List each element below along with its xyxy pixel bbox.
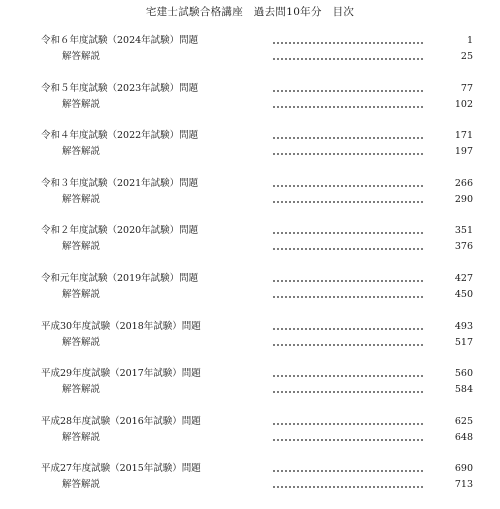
page-number: 517 <box>454 336 473 348</box>
toc-row-exam[interactable] <box>0 271 500 287</box>
page-number: 351 <box>454 225 473 237</box>
page-number: 171 <box>454 130 473 142</box>
toc-row-exam[interactable] <box>0 414 500 430</box>
exam-title: 平成29年度試験（2017年試験）問題 <box>41 368 201 380</box>
page-number: 290 <box>454 193 473 205</box>
answer-title: 解答解説 <box>62 241 101 253</box>
toc-row-answer[interactable] <box>0 144 500 160</box>
dot-leader <box>272 296 424 298</box>
exam-title: 令和元年度試験（2019年試験）問題 <box>41 272 199 284</box>
answer-title: 解答解説 <box>62 98 101 110</box>
toc-row-exam[interactable] <box>0 366 500 382</box>
page-number: 648 <box>454 431 473 443</box>
toc-row-answer[interactable] <box>0 192 500 208</box>
page-number: 197 <box>454 146 473 158</box>
page-number: 450 <box>454 288 473 300</box>
toc-entry-2021 <box>0 176 500 224</box>
page-number: 376 <box>454 241 473 253</box>
page-number: 690 <box>454 463 473 475</box>
toc-entry-2017 <box>0 366 500 414</box>
dot-leader <box>272 375 424 377</box>
toc-row-exam[interactable] <box>0 176 500 192</box>
page-number: 102 <box>454 98 473 110</box>
toc-row-answer[interactable] <box>0 335 500 351</box>
dot-leader <box>272 232 424 234</box>
page-title: 宅建士試験合格講座 過去問10年分 目次 <box>145 6 355 18</box>
dot-leader <box>272 486 424 488</box>
dot-leader <box>272 185 424 187</box>
dot-leader <box>272 248 424 250</box>
dot-leader <box>272 439 424 441</box>
exam-title: 令和３年度試験（2021年試験）問題 <box>41 177 199 189</box>
dot-leader <box>272 42 424 44</box>
dot-leader <box>272 201 424 203</box>
exam-title: 令和４年度試験（2022年試験）問題 <box>41 130 199 142</box>
toc-row-exam[interactable] <box>0 128 500 144</box>
toc-row-exam[interactable] <box>0 461 500 477</box>
dot-leader <box>272 280 424 282</box>
page-number: 77 <box>460 82 473 94</box>
answer-title: 解答解説 <box>62 336 101 348</box>
toc-entry-2015 <box>0 461 500 509</box>
exam-title: 平成27年度試験（2015年試験）問題 <box>41 463 201 475</box>
dot-leader <box>272 328 424 330</box>
toc-row-answer[interactable] <box>0 287 500 303</box>
toc-row-exam[interactable] <box>0 33 500 49</box>
exam-title: 平成30年度試験（2018年試験）問題 <box>41 320 201 332</box>
dot-leader <box>272 106 424 108</box>
page-number: 560 <box>454 368 473 380</box>
page-number: 713 <box>454 479 473 491</box>
answer-title: 解答解説 <box>62 288 101 300</box>
answer-title: 解答解説 <box>62 193 101 205</box>
toc-entry-2024 <box>0 33 500 81</box>
page-number: 625 <box>454 415 473 427</box>
toc-row-answer[interactable] <box>0 97 500 113</box>
dot-leader <box>272 137 424 139</box>
exam-title: 令和５年度試験（2023年試験）問題 <box>41 82 199 94</box>
toc-row-exam[interactable] <box>0 81 500 97</box>
toc-entry-2022 <box>0 128 500 176</box>
toc-row-exam[interactable] <box>0 223 500 239</box>
toc-row-exam[interactable] <box>0 319 500 335</box>
toc-row-answer[interactable] <box>0 477 500 493</box>
toc-entry-2020 <box>0 223 500 271</box>
toc-row-answer[interactable] <box>0 49 500 65</box>
answer-title: 解答解説 <box>62 51 101 62</box>
page-number: 584 <box>454 384 473 396</box>
toc-row-answer[interactable] <box>0 430 500 446</box>
exam-title: 令和２年度試験（2020年試験）問題 <box>41 225 199 237</box>
dot-leader <box>272 58 424 60</box>
toc-entry-2023 <box>0 81 500 129</box>
toc-entry-2016 <box>0 414 500 462</box>
page-number: 25 <box>460 51 473 62</box>
answer-title: 解答解説 <box>62 384 101 396</box>
dot-leader <box>272 344 424 346</box>
table-of-contents <box>0 33 500 509</box>
toc-entry-2019 <box>0 271 500 319</box>
dot-leader <box>272 423 424 425</box>
dot-leader <box>272 153 424 155</box>
page-number: 1 <box>466 35 473 46</box>
toc-row-answer[interactable] <box>0 382 500 398</box>
answer-title: 解答解説 <box>62 479 101 491</box>
toc-row-answer[interactable] <box>0 239 500 255</box>
dot-leader <box>272 391 424 393</box>
exam-title: 平成28年度試験（2016年試験）問題 <box>41 415 201 427</box>
answer-title: 解答解説 <box>62 431 101 443</box>
exam-title: 令和６年度試験（2024年試験）問題 <box>41 35 199 46</box>
answer-title: 解答解説 <box>62 146 101 158</box>
page-number: 427 <box>454 272 473 284</box>
toc-entry-2018 <box>0 319 500 367</box>
dot-leader <box>272 90 424 92</box>
page-number: 266 <box>454 177 473 189</box>
dot-leader <box>272 470 424 472</box>
page-number: 493 <box>454 320 473 332</box>
